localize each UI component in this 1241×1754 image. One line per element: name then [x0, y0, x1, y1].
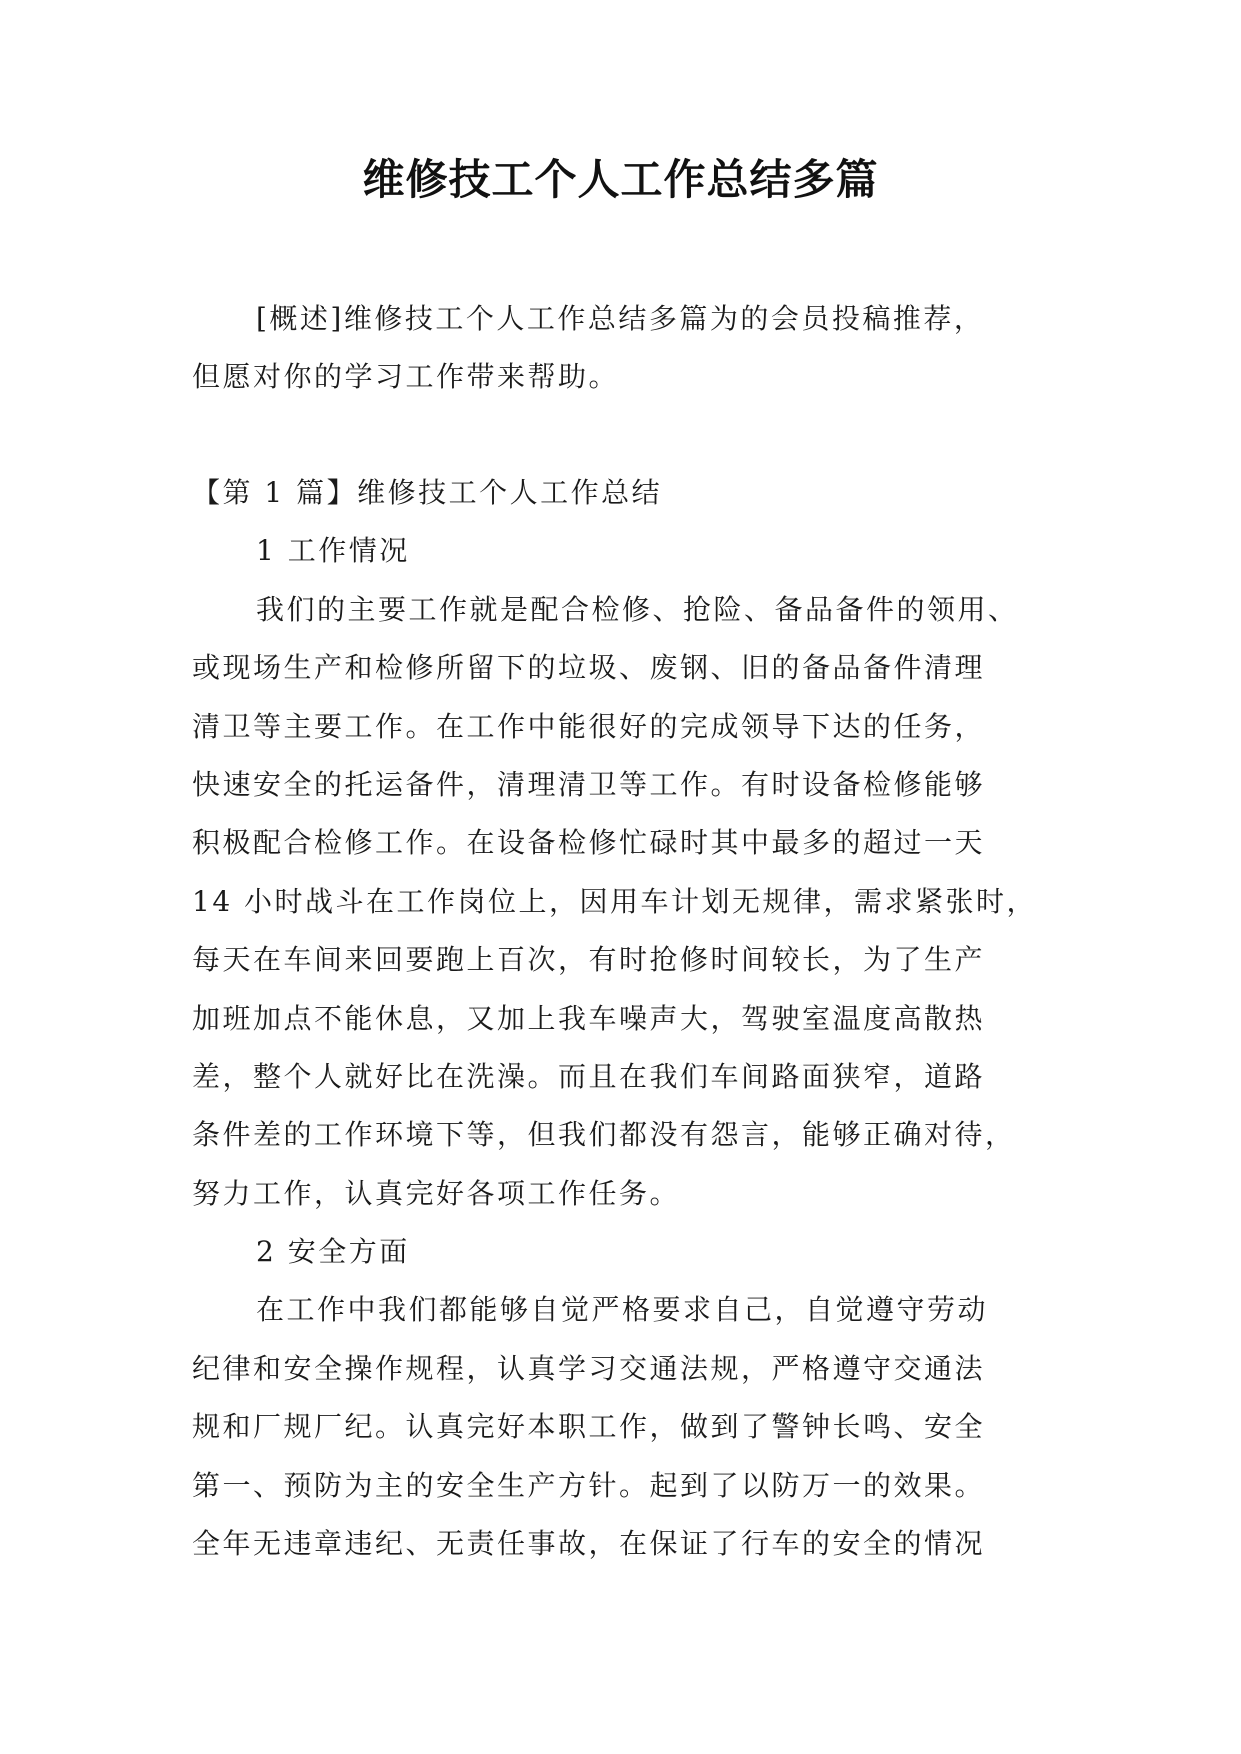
summary-line: [概述]维修技工个人工作总结多篇为的会员投稿推荐，: [256, 302, 985, 335]
summary-paragraph: [192, 290, 1052, 407]
paragraph-line: 清卫等主要工作。在工作中能很好的完成领导下达的任务，: [192, 709, 986, 743]
paragraph-line: 在工作中我们都能够自觉严格要求自己，自觉遵守劳动: [256, 1293, 989, 1327]
paragraph-line: 规和厂规厂纪。认真完好本职工作，做到了警钟长鸣、安全: [192, 1410, 986, 1444]
paragraph-line: 积极配合检修工作。在设备检修忙碌时其中最多的超过一天: [192, 826, 986, 860]
paragraph-line: 努力工作，认真完好各项工作任务。: [192, 1176, 681, 1210]
document-title: 维修技工个人工作总结多篇: [362, 155, 879, 204]
paragraph-line: 或现场生产和检修所留下的垃圾、废钢、旧的备品备件清理: [192, 651, 986, 685]
paragraph-line: 纪律和安全操作规程，认真学习交通法规，严格遵守交通法: [192, 1351, 986, 1385]
paragraph-line: 第一、预防为主的安全生产方针。起到了以防万一的效果。: [192, 1468, 986, 1502]
paragraph-line: 条件差的工作环境下等，但我们都没有怨言，能够正确对待，: [192, 1118, 1016, 1152]
paragraph-line: 14 小时战斗在工作岗位上，因用车计划无规律，需求紧张时，: [192, 884, 1038, 918]
paragraph-line: 加班加点不能休息，又加上我车噪声大，驾驶室温度高散热: [192, 1001, 986, 1035]
paragraph-line: 我们的主要工作就是配合检修、抢险、备品备件的领用、: [256, 592, 1019, 626]
paragraph-line: 差，整个人就好比在洗澡。而且在我们车间路面狭窄，道路: [192, 1059, 986, 1093]
section-heading-safety: 2 安全方面: [256, 1235, 410, 1269]
summary-line: 但愿对你的学习工作带来帮助。: [192, 360, 620, 394]
article-heading: 【第 1 篇】维修技工个人工作总结: [192, 476, 663, 509]
article-body: [192, 464, 1052, 1573]
paragraph-line: 每天在车间来回要跑上百次，有时抢修时间较长，为了生产: [192, 943, 986, 977]
paragraph-line: 全年无违章违纪、无责任事故，在保证了行车的安全的情况: [192, 1527, 986, 1561]
section-heading-work: 1 工作情况: [256, 534, 410, 568]
paragraph-line: 快速安全的托运备件，清理清卫等工作。有时设备检修能够: [192, 767, 986, 801]
